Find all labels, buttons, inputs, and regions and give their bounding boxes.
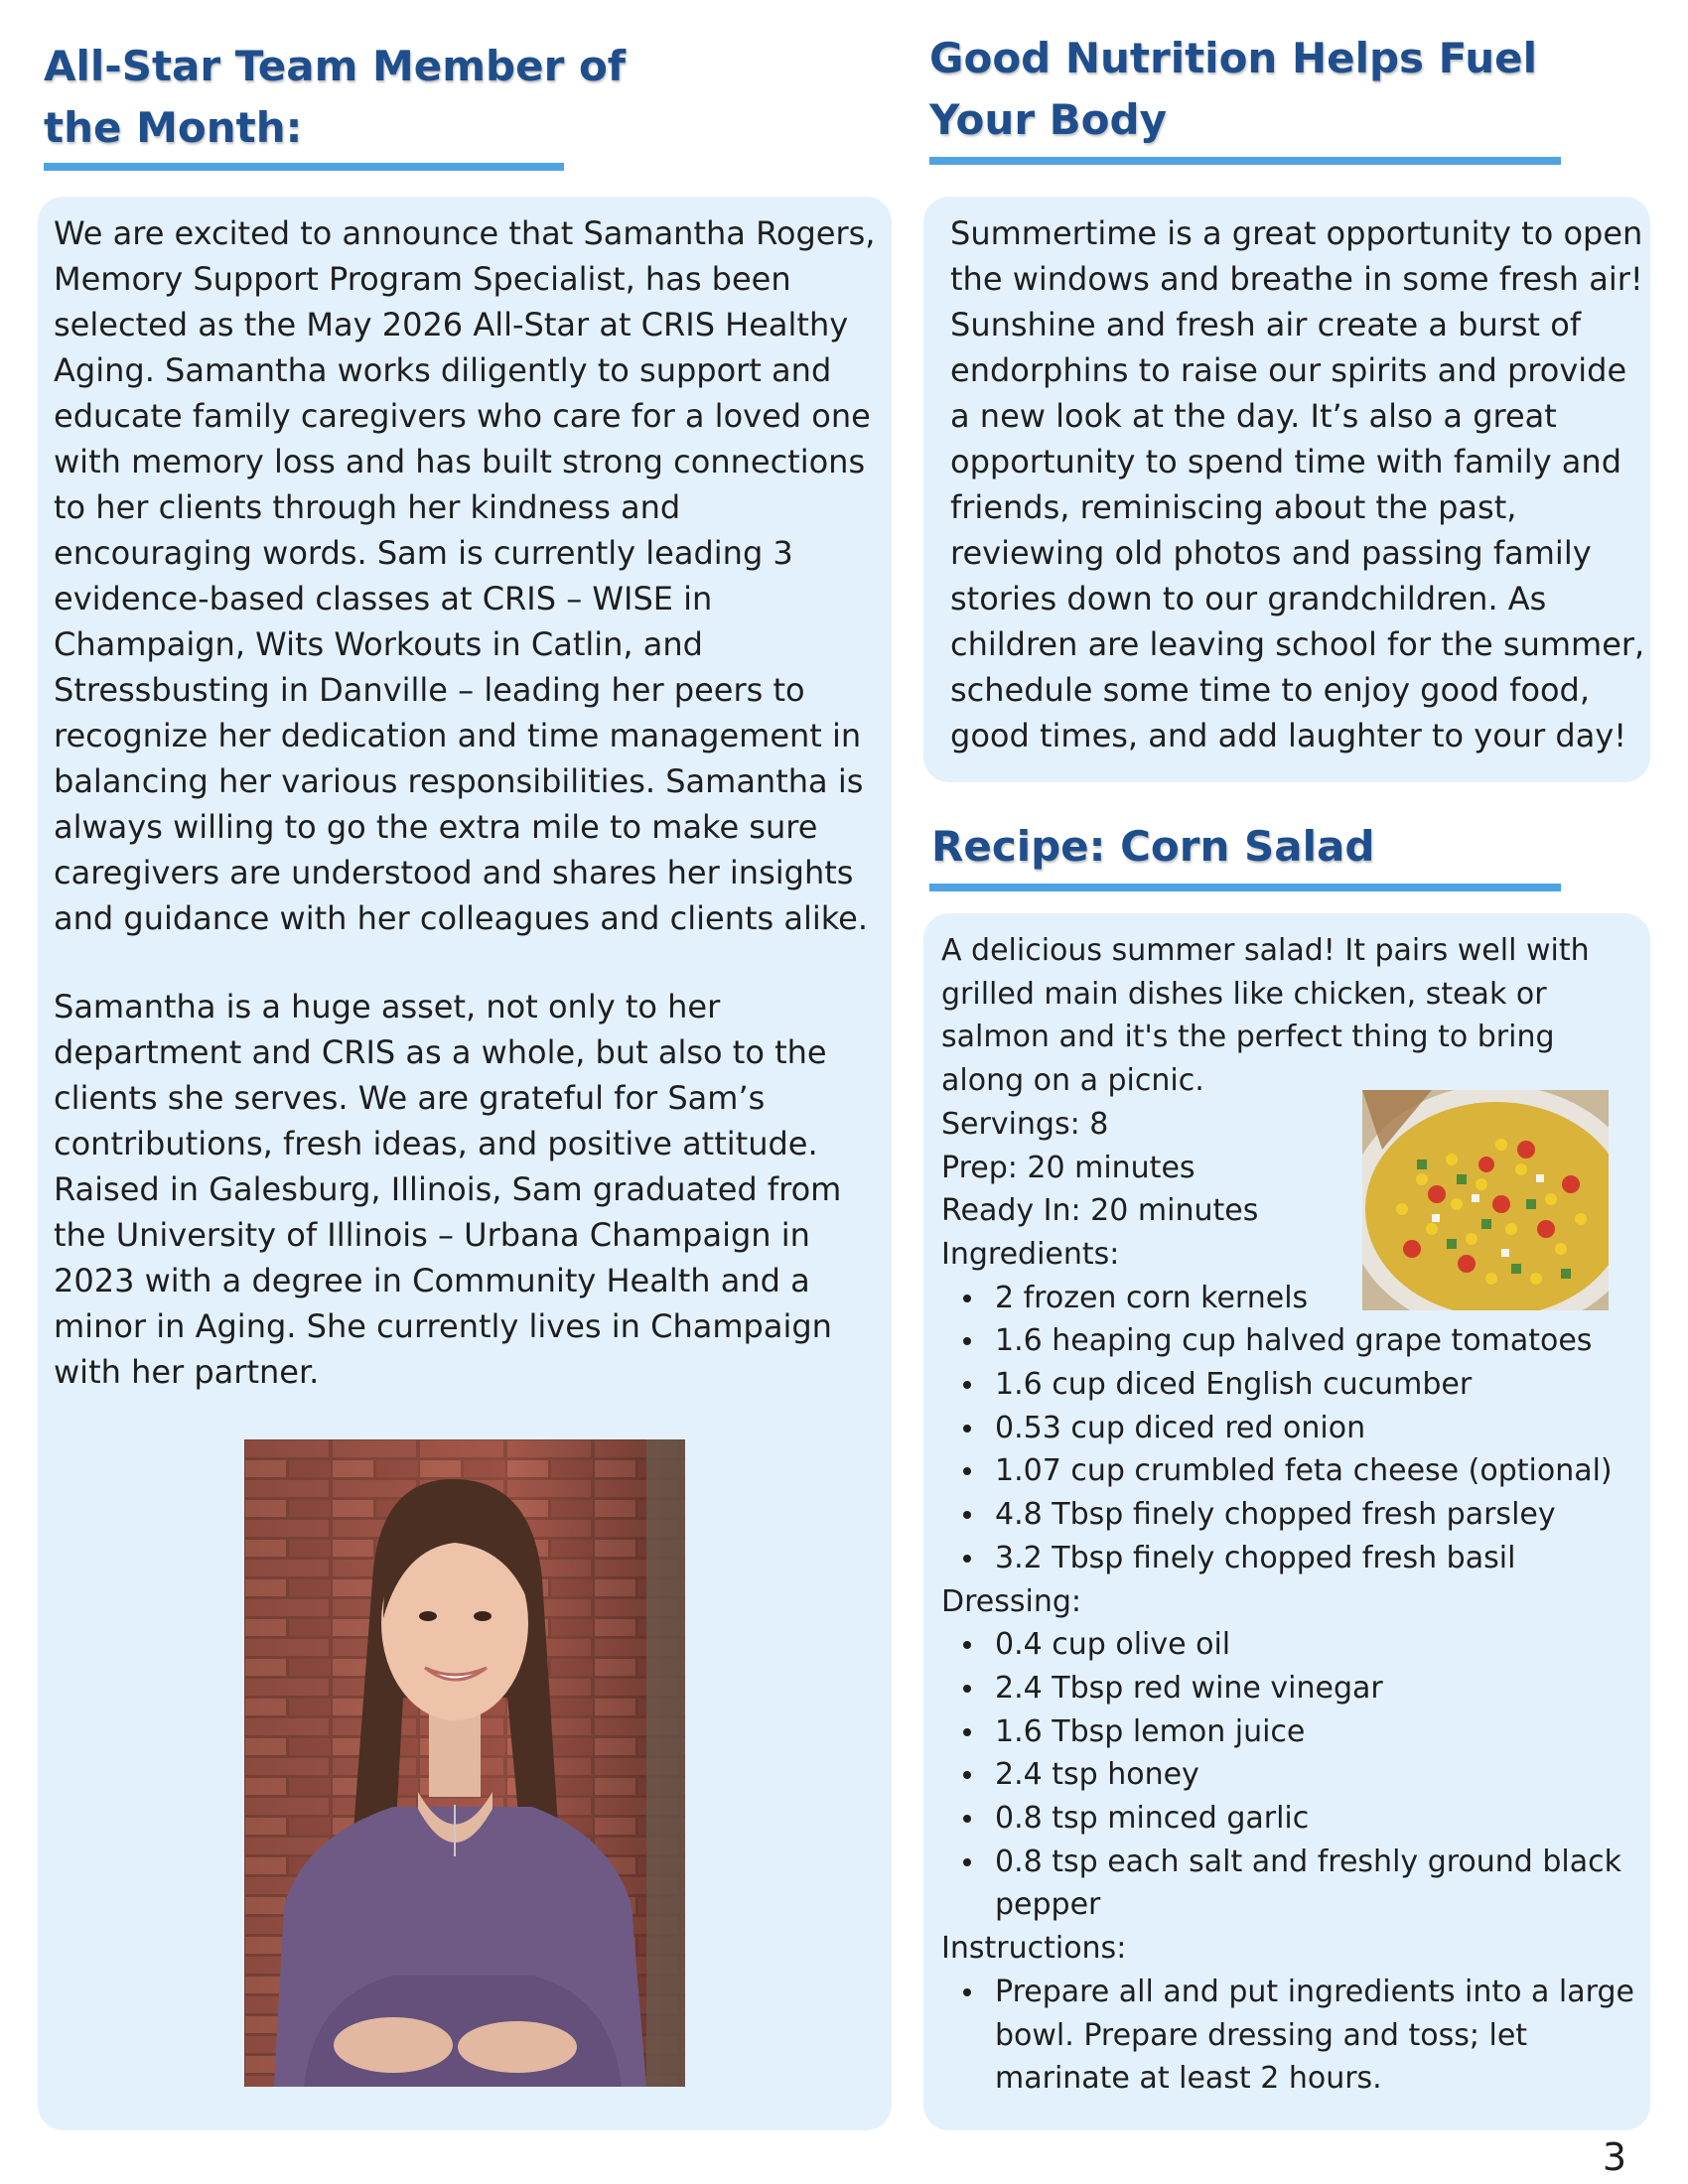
ingredient-item: 1.07 cup crumbled feta cheese (optional) <box>995 1449 1636 1493</box>
all-star-portrait-photo <box>244 1439 685 2087</box>
dressing-label: Dressing: <box>941 1583 1081 1619</box>
recipe-title: Recipe: Corn Salad <box>931 822 1375 871</box>
all-star-title: All-Star Team Member of the Month: <box>44 42 627 152</box>
nutrition-title-rule <box>929 157 1561 165</box>
all-star-paragraph-1: We are excited to announce that Samantha Rogers, Memory Support Program Specialist, has been selected as the May 2026 All-Star at CRIS Healthy Aging. Samantha works diligently to support and educate family caregivers who care for a loved one with memory loss and has built strong connections to her clients through her kindness and encouraging words. Sam is currently leading 3 evidence-based classes at CRIS – WISE in Champaign, Wits Workouts in Catlin, and Stressbusting in Danville – leading her peers to recognize her dedication and time management in balancing her various responsibilities. Samantha is always willing to go the extra mile to make sure caregivers are understood and shares her insights and guidance with her colleagues and clients alike. <box>54 214 876 937</box>
instructions-label: Instructions: <box>941 1931 1127 1967</box>
dressing-item: 0.8 tsp each salt and freshly ground black pepper <box>995 1841 1636 1927</box>
recipe-body <box>941 929 1636 2101</box>
ingredient-item: 4.8 Tbsp finely chopped fresh parsley <box>995 1493 1636 1537</box>
instructions-list <box>941 1971 1636 2101</box>
ingredient-item: 3.2 Tbsp finely chopped fresh basil <box>995 1537 1636 1580</box>
recipe-servings: Servings: 8 <box>941 1106 1109 1142</box>
ingredient-item: 1.6 cup diced English cucumber <box>995 1363 1636 1407</box>
recipe-ready: Ready In: 20 minutes <box>941 1193 1259 1229</box>
dressing-item: 0.4 cup olive oil <box>995 1623 1636 1667</box>
dressing-item: 0.8 tsp minced garlic <box>995 1797 1636 1841</box>
dressing-item: 2.4 Tbsp red wine vinegar <box>995 1667 1636 1710</box>
nutrition-title: Good Nutrition Helps Fuel Your Body <box>929 34 1538 144</box>
dressing-item: 2.4 tsp honey <box>995 1753 1636 1797</box>
nutrition-paragraph: Summertime is a great opportunity to open the windows and breathe in some fresh air! Sunshine and fresh air create a burst of endorphins to raise our spirits and provide a new look at the day. It’s also a great opportunity to spend time with family and friends, reminiscing about the past, reviewing old photos and passing family stories down to our grandchildren. As children are leaving school for the summer, schedule some time to enjoy good food, good times, and add laughter to your day! <box>950 214 1645 754</box>
ingredients-list <box>941 1277 1636 1580</box>
dressing-item: 1.6 Tbsp lemon juice <box>995 1710 1636 1754</box>
page-number: 3 <box>1602 2135 1626 2179</box>
recipe-intro: A delicious summer salad! It pairs well with grilled main dishes like chicken, steak or salmon and it's the perfect thing to bring along on a picnic. <box>941 933 1590 1099</box>
recipe-prep: Prep: 20 minutes <box>941 1150 1196 1185</box>
all-star-title-rule <box>44 163 564 171</box>
all-star-paragraph-2: Samantha is a huge asset, not only to her department and CRIS as a whole, but also to the clients she serves. We are grateful for Sam’s contributions, fresh ideas, and positive attitude. Raised in Galesburg, Illinois, Sam graduated from the University of Illinois – Urbana Champaign in 2023 with a degree in Community Health and a minor in Aging. She currently lives in Champaign with her partner. <box>54 988 842 1391</box>
ingredients-label: Ingredients: <box>941 1236 1120 1272</box>
instruction-item: Prepare all and put ingredients into a large bowl. Prepare dressing and toss; let marinate at least 2 hours. <box>995 1971 1636 2101</box>
recipe-title-rule <box>929 884 1561 891</box>
ingredient-item: 2 frozen corn kernels <box>995 1277 1636 1320</box>
dressing-list <box>941 1623 1636 1927</box>
ingredient-item: 1.6 heaping cup halved grape tomatoes <box>995 1319 1636 1363</box>
ingredient-item: 0.53 cup diced red onion <box>995 1407 1636 1450</box>
